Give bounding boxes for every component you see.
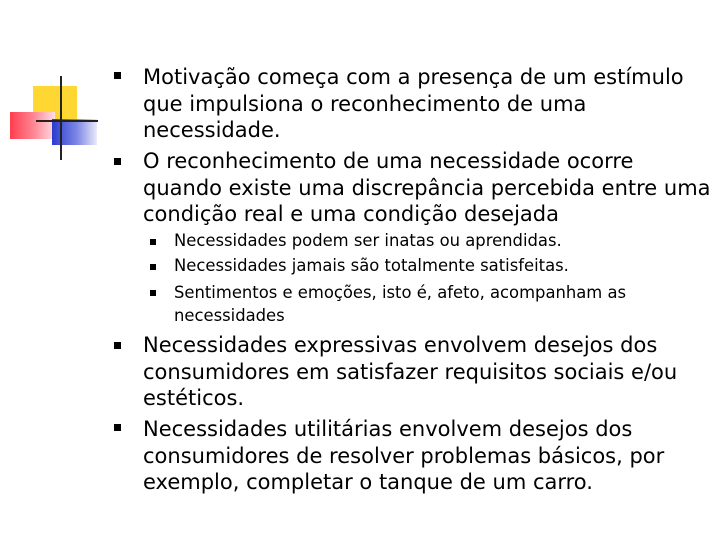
- square-bullet-icon: [150, 239, 156, 245]
- text-line: Necessidades podem ser inatas ou aprendidas.: [174, 231, 562, 250]
- bullet-text: [143, 416, 713, 496]
- sub-bullet-text: [174, 254, 694, 277]
- text-line: Necessidades jamais são totalmente satisfeitas.: [174, 256, 569, 275]
- text-line: Necessidades expressivas envolvem desejos dos: [143, 333, 658, 357]
- square-bullet-icon: [114, 72, 121, 79]
- square-bullet-icon: [150, 264, 156, 270]
- sub-bullet-text: [174, 229, 694, 252]
- text-line: estéticos.: [143, 386, 245, 410]
- square-bullet-icon: [114, 158, 121, 165]
- square-bullet-icon: [114, 424, 121, 431]
- bullet-text: [143, 148, 713, 228]
- red-gradient-bar: [10, 112, 55, 139]
- text-line: condição real e uma condição desejada: [143, 202, 560, 226]
- text-line: quando existe uma discrepância percebida entre uma: [143, 175, 711, 200]
- sub-bullet-text: [174, 281, 694, 327]
- text-line: exemplo, completar o tanque de um carro.: [143, 470, 593, 494]
- text-line: O reconhecimento de uma necessidade ocorre: [143, 149, 634, 173]
- text-line: Motivação começa com a presença de um estímulo: [143, 65, 684, 89]
- text-line: necessidade.: [143, 118, 281, 142]
- vertical-line: [60, 76, 62, 160]
- text-line: Sentimentos e emoções, isto é, afeto, acompanham as: [174, 283, 627, 302]
- bullet-text: [143, 64, 713, 144]
- horizontal-line: [36, 120, 98, 122]
- square-bullet-icon: [114, 342, 121, 349]
- text-line: necessidades: [174, 306, 285, 325]
- decorative-squares-logo: [0, 0, 110, 170]
- text-line: que impulsiona o reconhecimento de uma: [143, 91, 587, 116]
- text-line: Necessidades utilitárias envolvem desejos dos: [143, 417, 633, 441]
- square-bullet-icon: [150, 290, 156, 296]
- text-line: consumidores em satisfazer requisitos sociais e/ou: [143, 359, 678, 384]
- bullet-text: [143, 332, 713, 412]
- blue-gradient-bar: [52, 119, 97, 145]
- text-line: consumidores de resolver problemas básicos, por: [143, 443, 665, 468]
